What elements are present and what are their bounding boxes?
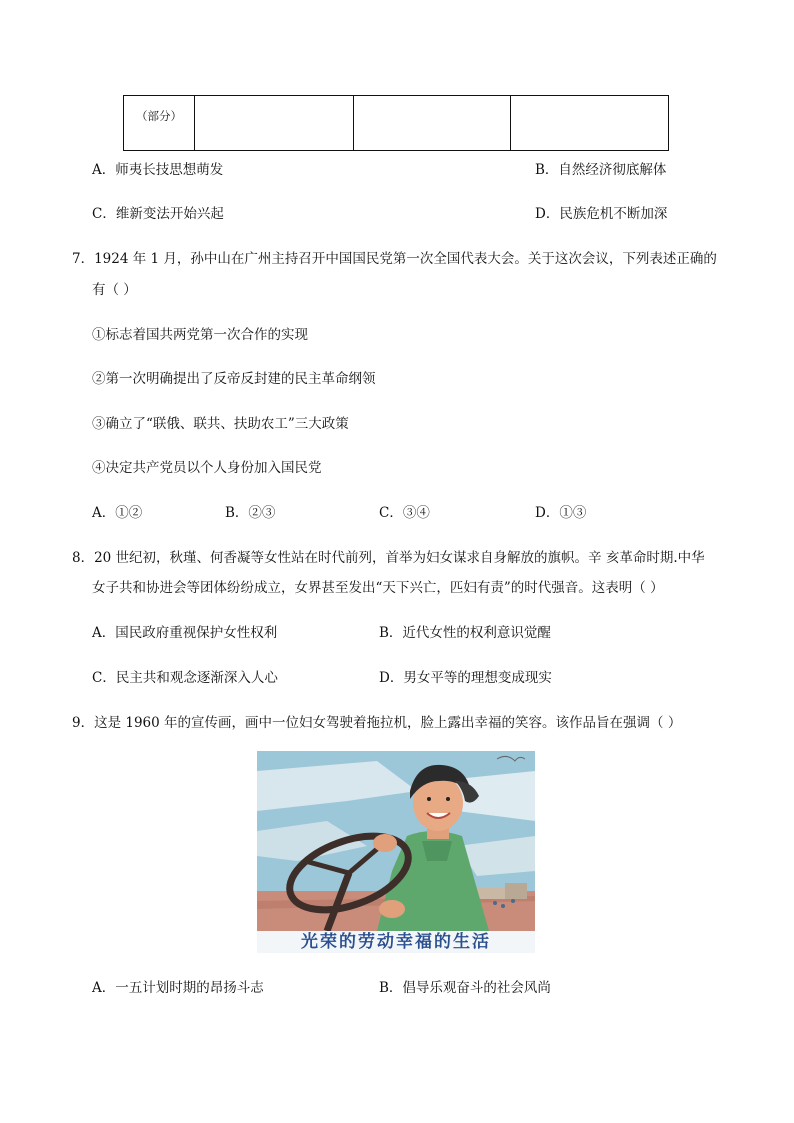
q8-option-c: C．民主共和观念逐渐深入人心 xyxy=(92,670,278,686)
table-cell xyxy=(124,96,195,151)
q8-stem-line2: 女子共和协进会等团体纷纷成立，女界甚至发出“天下兴亡，匹妇有责”的时代强音。这表明（ ） xyxy=(92,580,664,596)
q7-stem-line2: 有（ ） xyxy=(92,282,137,298)
q8-option-b: B．近代女性的权利意识觉醒 xyxy=(379,625,551,641)
q6-option-d: D．民族危机不断加深 xyxy=(535,206,668,222)
q7-option-b: B．②③ xyxy=(225,505,276,521)
q6-option-a: A．师夷长技思想萌发 xyxy=(92,162,224,178)
q7-statement-2: ②第一次明确提出了反帝反封建的民主革命纲领 xyxy=(92,371,376,387)
table-row xyxy=(124,96,669,151)
table-cell xyxy=(511,96,669,151)
q9-option-a: A．一五计划时期的昂扬斗志 xyxy=(92,980,264,996)
q8-stem-line1: 8．20 世纪初，秋瑾、何香凝等女性站在时代前列，首举为妇女谋求自身解放的旗帜。辛 亥革命时期.中华 xyxy=(72,550,705,566)
q7-option-c: C．③④ xyxy=(379,505,430,521)
poster-illustration xyxy=(257,751,535,953)
q7-option-d: D．①③ xyxy=(535,505,587,521)
q7-statement-3: ③确立了“联俄、联共、扶助农工”三大政策 xyxy=(92,416,349,432)
q7-statement-4: ④决定共产党员以个人身份加入国民党 xyxy=(92,460,322,476)
poster-caption: 光荣的劳动幸福的生活 xyxy=(257,931,535,953)
propaganda-poster-image xyxy=(257,751,535,953)
table-cell xyxy=(354,96,511,151)
q7-statement-1: ①标志着国共两党第一次合作的实现 xyxy=(92,327,308,343)
q9-stem-line1: 9．这是 1960 年的宣传画，画中一位妇女驾驶着拖拉机，脸上露出幸福的笑容。该作品旨在强调（ ） xyxy=(72,715,682,731)
q8-option-a: A．国民政府重视保护女性权利 xyxy=(92,625,278,641)
q9-option-b: B．倡导乐观奋斗的社会风尚 xyxy=(379,980,551,996)
q6-option-c: C．维新变法开始兴起 xyxy=(92,206,224,222)
material-table xyxy=(123,95,669,151)
q7-option-a: A．①② xyxy=(92,505,143,521)
table-cell xyxy=(195,96,354,151)
q6-option-b: B．自然经济彻底解体 xyxy=(535,162,667,178)
table-cell-label: （部分） xyxy=(136,109,182,123)
q8-option-d: D．男女平等的理想变成现实 xyxy=(379,670,552,686)
q7-stem-line1: 7．1924 年 1 月，孙中山在广州主持召开中国国民党第一次全国代表大会。关于这次会议，下列表述正确的 xyxy=(72,251,717,267)
